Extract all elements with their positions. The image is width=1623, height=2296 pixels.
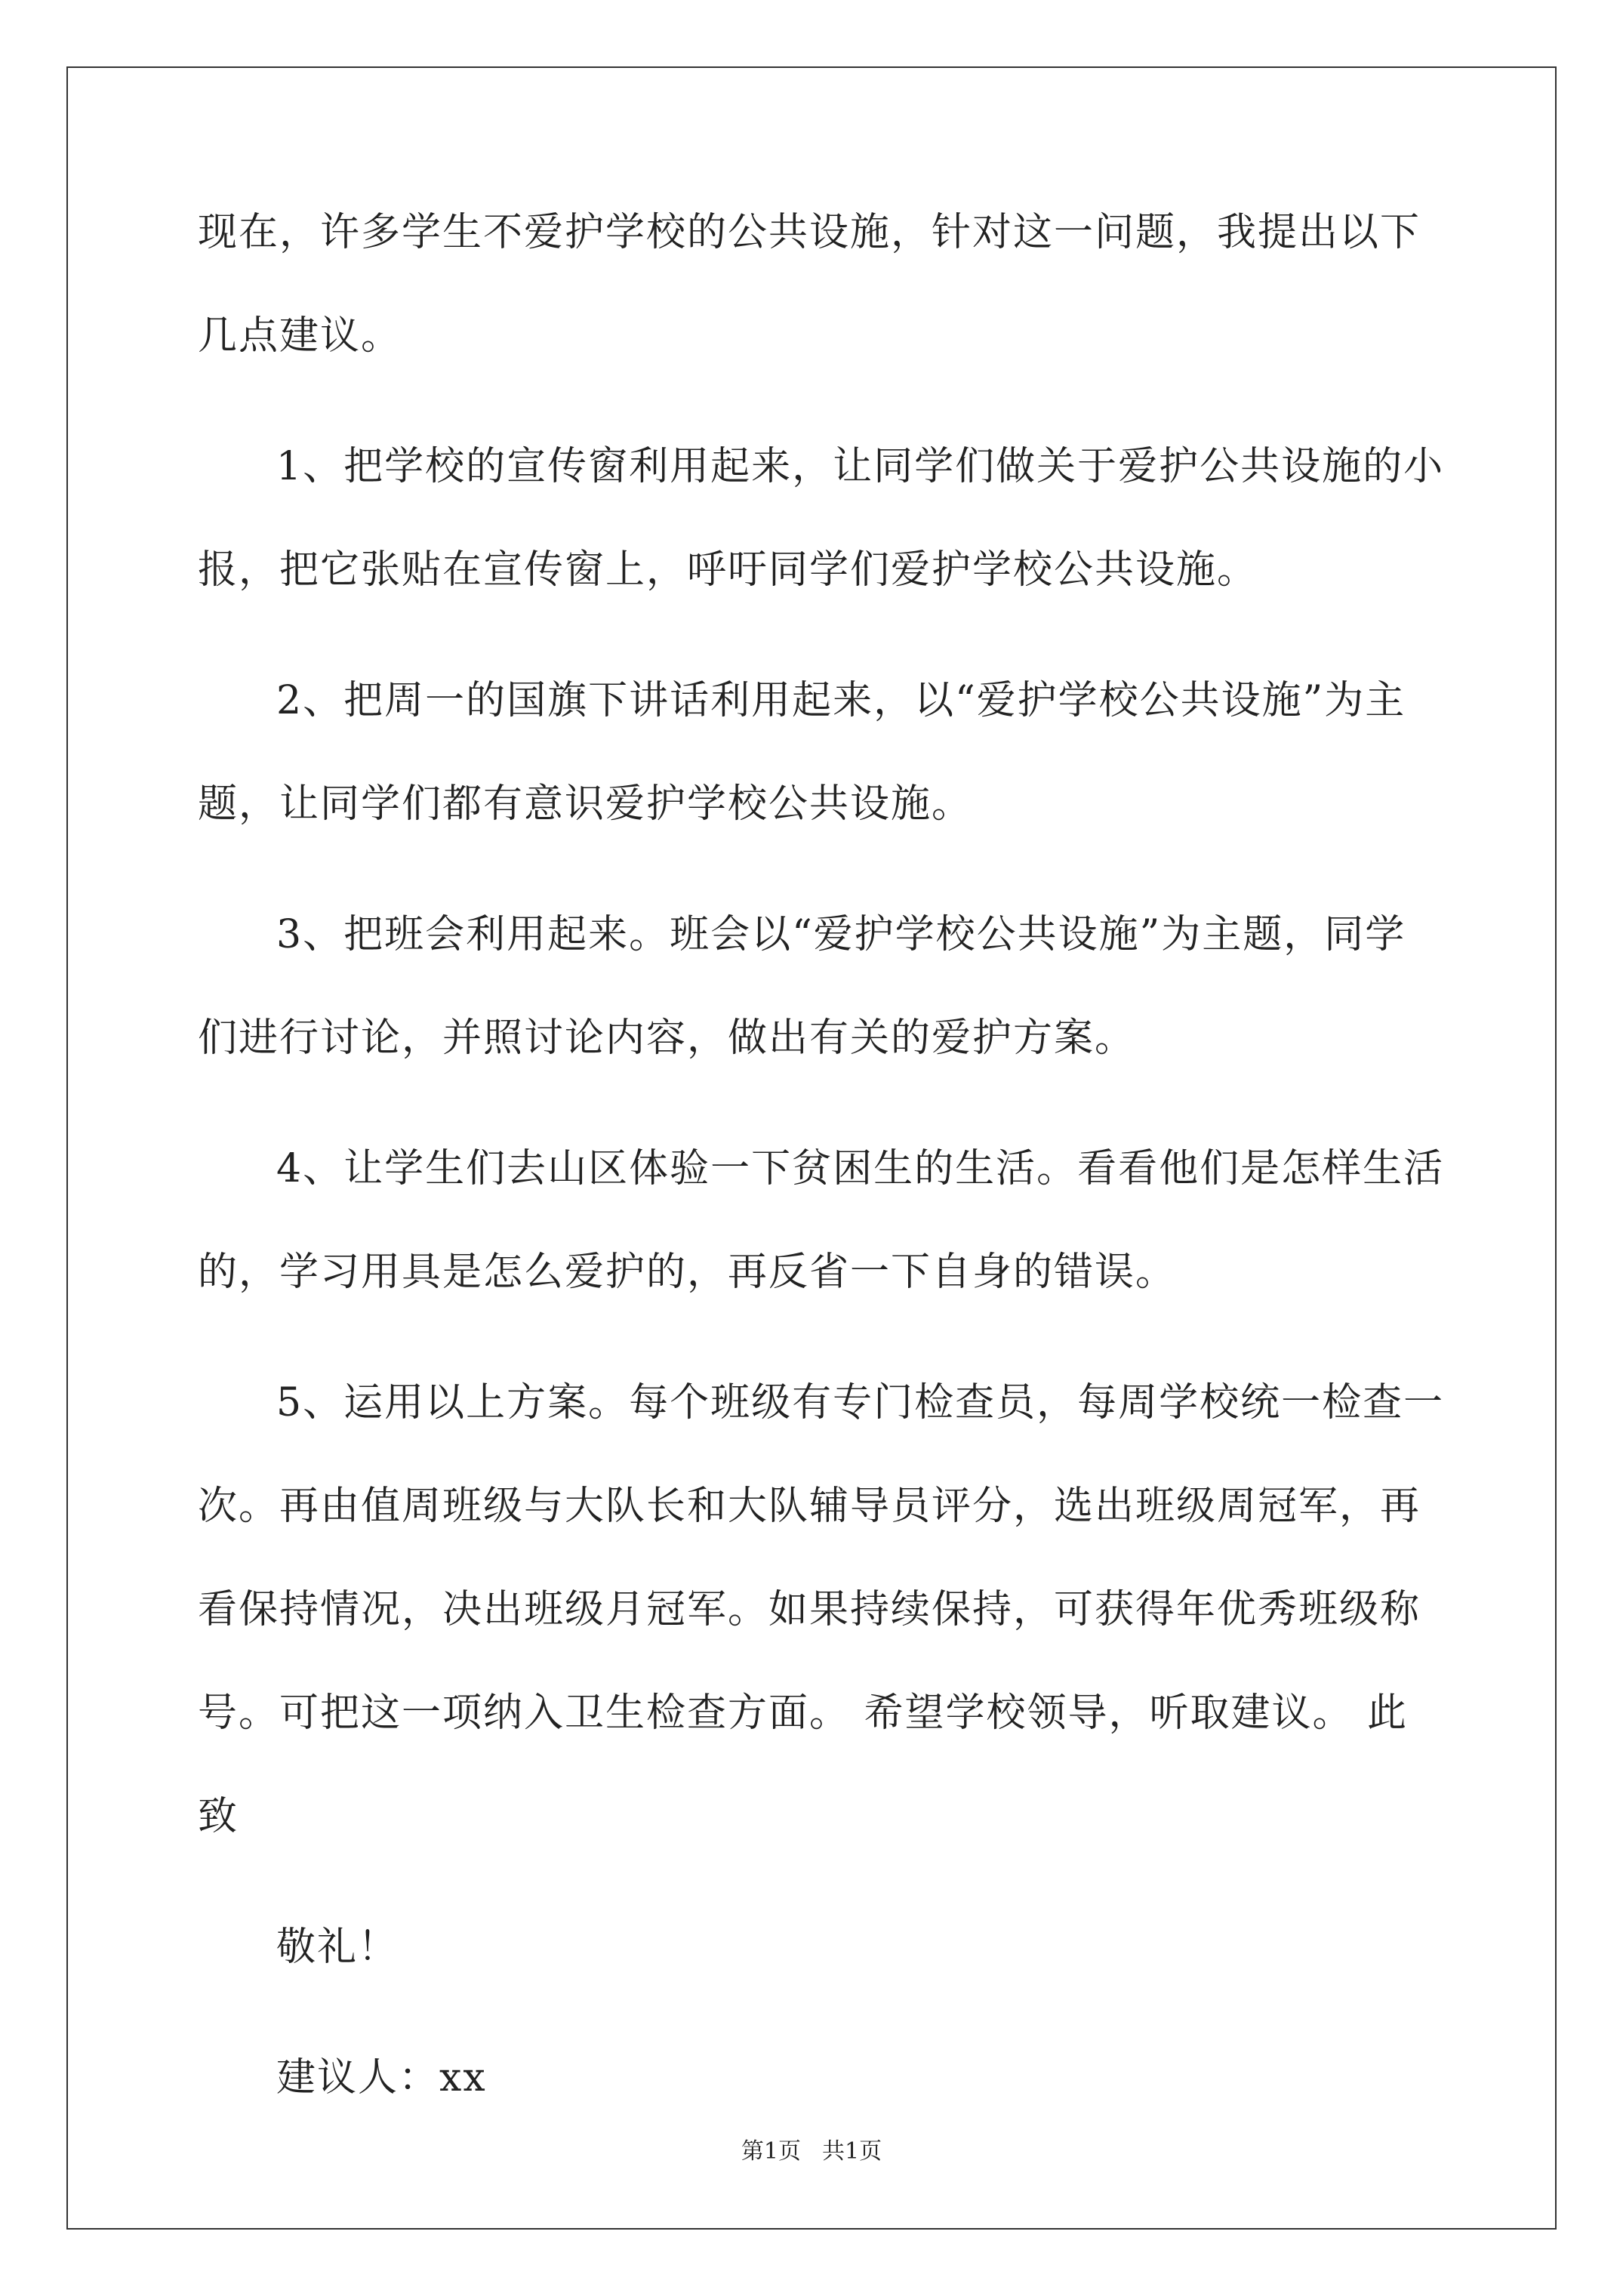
text-line: 们进行讨论，并照讨论内容，做出有关的爱护方案。	[198, 1015, 1136, 1061]
text-line: 题，让同学们都有意识爱护学校公共设施。	[198, 781, 973, 827]
text-line: 1、把学校的宣传窗利用起来，让同学们做关于爱护公共设施的小	[276, 444, 1445, 489]
text-line: 次。再由值周班级与大队长和大队辅导员评分，选出班级周冠军，再	[198, 1484, 1421, 1529]
text-line: 号。可把这一项纳入卫生检查方面。 希望学校领导，听取建议。 此	[198, 1690, 1409, 1736]
page-total: 共1页	[822, 2138, 882, 2165]
closing-salutation: 敬礼！	[276, 1925, 399, 1970]
page-number: 第1页	[741, 2138, 801, 2165]
text-line: 现在，许多学生不爱护学校的公共设施，针对这一问题，我提出以下	[198, 210, 1421, 255]
text-line: 3、把班会利用起来。班会以“爱护学校公共设施”为主题，同学	[276, 912, 1406, 957]
text-line: 几点建议。	[198, 313, 402, 359]
text-line: 报，把它张贴在宣传窗上，呼吁同学们爱护学校公共设施。	[198, 547, 1258, 593]
signature-line: 建议人：xx	[276, 2055, 487, 2100]
page-footer	[0, 2137, 1623, 2167]
text-line: 看保持情况，决出班级月冠军。如果持续保持，可获得年优秀班级称	[198, 1587, 1421, 1632]
text-line: 2、把周一的国旗下讲话利用起来，以“爱护学校公共设施”为主	[276, 678, 1406, 723]
text-line: 的，学习用具是怎么爱护的，再反省一下自身的错误。	[198, 1250, 1177, 1295]
text-line: 4、让学生们去山区体验一下贫困生的生活。看看他们是怎样生活	[276, 1146, 1445, 1191]
text-line: 5、运用以上方案。每个班级有专门检查员，每周学校统一检查一	[276, 1380, 1445, 1425]
text-line: 致	[198, 1794, 239, 1839]
